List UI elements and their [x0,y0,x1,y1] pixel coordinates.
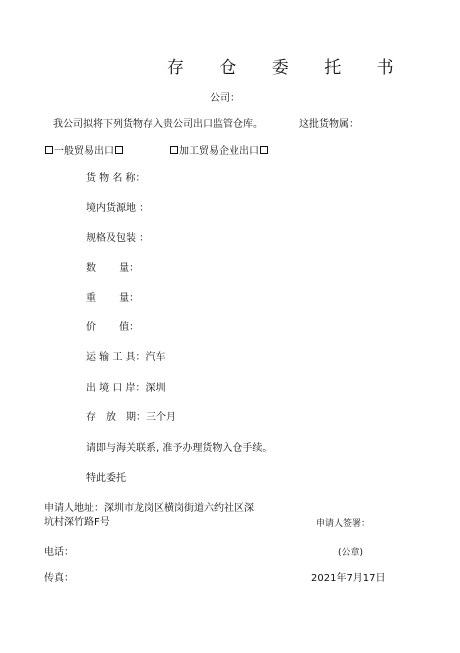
goods-belong-label: 这批货物属： [299,119,359,130]
field-storage-period [86,412,176,424]
field-value: 三个月 [146,412,176,423]
option-general-trade [45,146,124,158]
request-text: 请即与海关联系, 准予办理货物入仓手续。 [86,443,273,454]
closing-text: 特此委托 [86,473,126,484]
intro-text: 我公司拟将下列货物存入贵公司出口监管仓库。 [53,119,263,130]
field-origin [86,203,149,215]
field-label: 运 输 工 具： [86,352,146,363]
option-processing-trade [170,146,269,158]
field-transport [86,352,166,364]
field-label: 境内货源地 ： [86,203,150,214]
applicant-address [44,503,254,515]
field-value: 深圳 [145,383,166,394]
field-goods-name [86,173,146,185]
field-value-amount [86,322,139,334]
signature-label: 申请人签署： [316,519,371,529]
export-box-icon [260,146,268,154]
company-line: 公司： [210,93,240,104]
general-trade-checkbox[interactable] [45,146,53,154]
field-value: 汽车 [145,352,166,363]
general-trade-label: 一般贸易出口 [54,146,114,157]
field-quantity [86,263,139,275]
seal-label: (公章) [338,548,364,558]
export-box-icon [115,146,123,154]
field-label: 重 量： [86,293,140,304]
processing-trade-checkbox[interactable] [170,146,178,154]
field-label: 出 境 口 岸： [86,383,146,394]
document-title: 存 仓 委 托 书 [167,58,409,78]
applicant-address-line1: 深圳市龙岗区横岗街道六约社区深 [104,503,254,514]
applicant-address-line2: 坑村深竹路F号 [44,517,110,528]
document-date: 2021年7月17日 [311,573,386,584]
field-label: 存 放 期： [86,412,146,423]
phone-label: 电话： [44,547,74,558]
field-label: 价 值： [86,322,140,333]
field-spec-packaging [86,233,149,245]
field-label: 货 物 名 称： [86,173,146,184]
field-label: 数 量： [86,263,140,274]
field-label: 规格及包装 ： [86,233,150,244]
field-weight [86,293,139,305]
field-exit-port [86,383,166,395]
processing-trade-label: 加工贸易企业出口 [179,146,259,157]
fax-label: 传真： [44,573,74,584]
applicant-address-label: 申请人地址： [44,503,104,514]
